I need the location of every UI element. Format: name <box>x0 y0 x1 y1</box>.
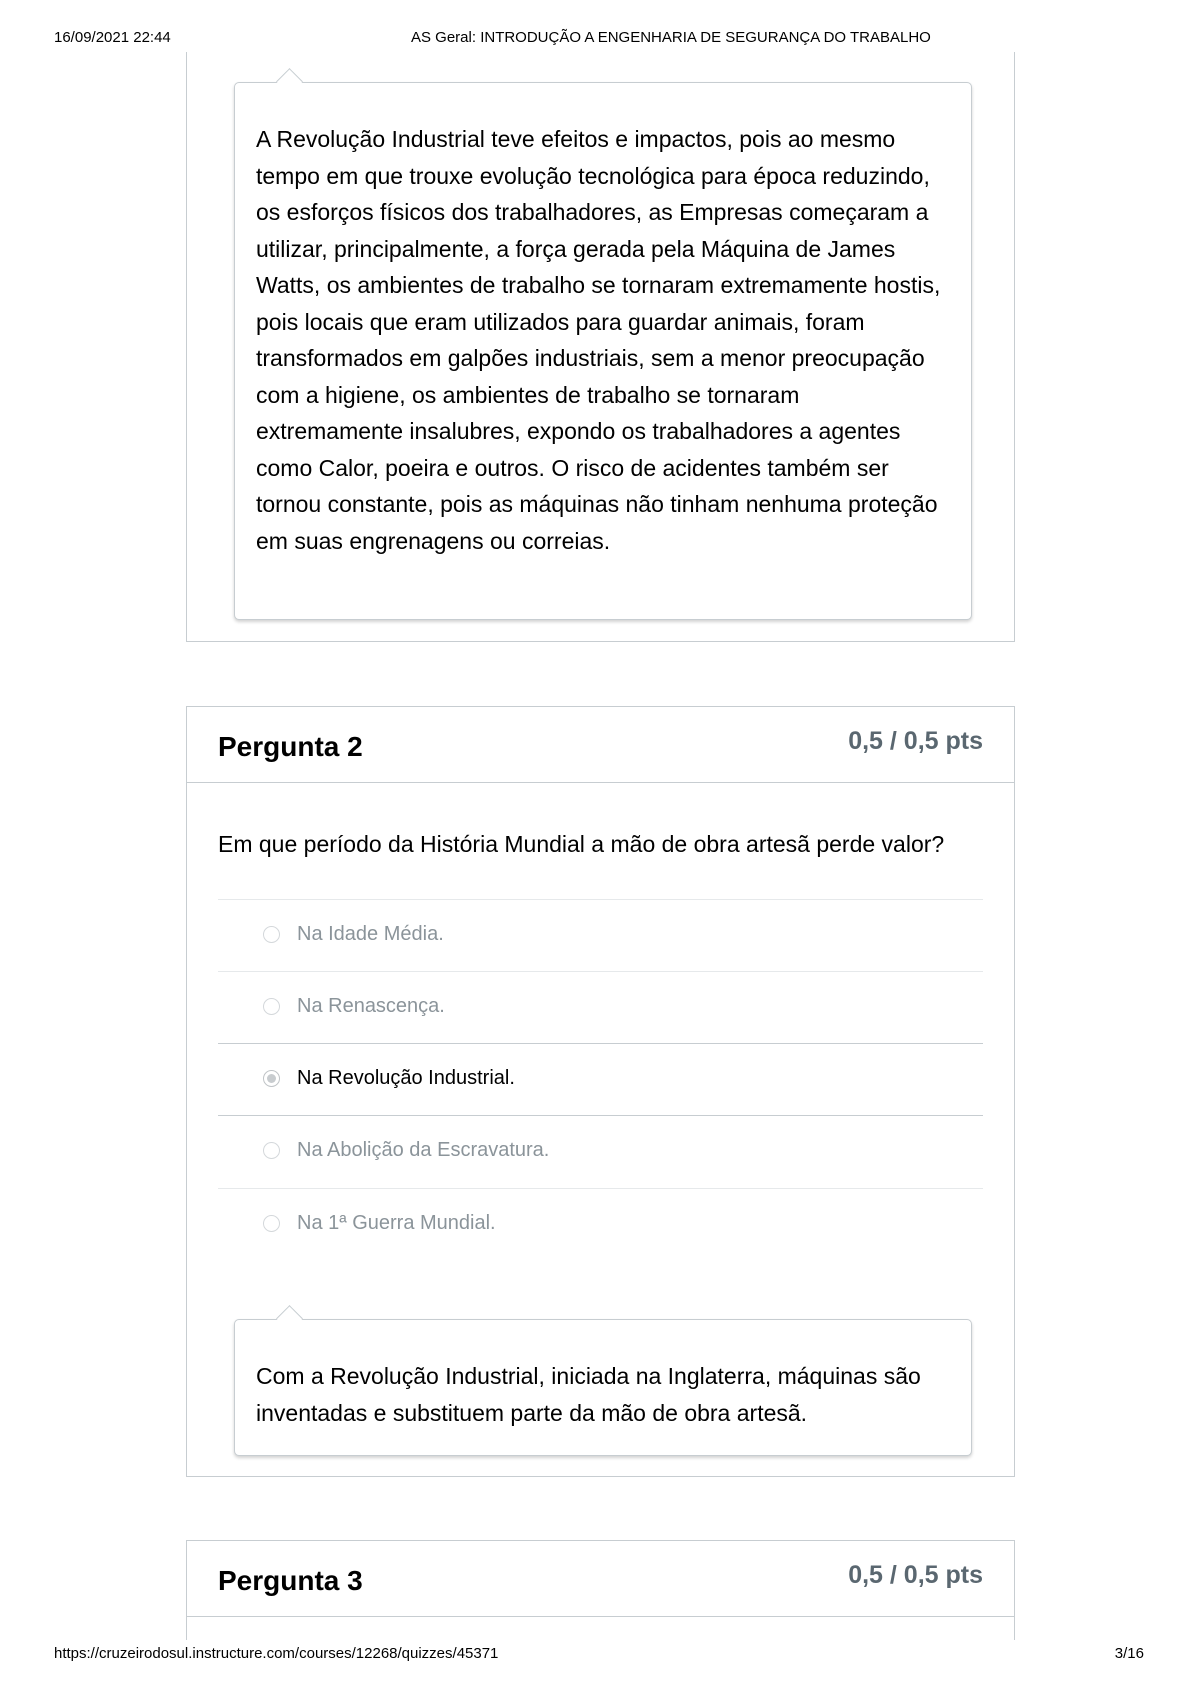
question-card-3 <box>186 1540 1015 1640</box>
print-footer <box>54 1645 1144 1665</box>
question-title: Pergunta 2 <box>218 731 363 762</box>
radio-button-checked-icon[interactable] <box>263 1070 280 1087</box>
answer-comment-text: Com a Revolução Industrial, iniciada na Inglaterra, máquinas são inventadas e substituem parte da mão de obra artesã. <box>256 1363 921 1426</box>
print-header <box>54 29 1144 49</box>
radio-button-icon[interactable] <box>263 998 280 1015</box>
question-points: 0,5 / 0,5 pts <box>848 1561 983 1589</box>
question-header <box>187 1541 1014 1617</box>
print-url: https://cruzeirodosul.instructure.com/courses/12268/quizzes/45371 <box>54 1645 499 1662</box>
question-card-2 <box>186 706 1015 1477</box>
answer-label: Na Revolução Industrial. <box>297 1067 515 1089</box>
answer-label: Na Abolição da Escravatura. <box>297 1139 550 1161</box>
question-text: Em que período da História Mundial a mão de obra artesã perde valor? <box>218 831 945 857</box>
answer-option[interactable] <box>218 971 983 1043</box>
answer-list <box>218 899 983 1260</box>
answer-option[interactable] <box>218 1188 983 1260</box>
question-header <box>187 707 1014 783</box>
answer-label: Na 1ª Guerra Mundial. <box>297 1212 496 1234</box>
answer-comment-box <box>234 1319 972 1456</box>
answer-label: Na Idade Média. <box>297 923 444 945</box>
question-title: Pergunta 3 <box>218 1565 363 1596</box>
page-number: 3/16 <box>1114 1645 1144 1662</box>
answer-comment-text: A Revolução Industrial teve efeitos e impactos, pois ao mesmo tempo em que trouxe evolução tecnológica para época reduzindo, os esforços físicos dos trabalhadores, as Empresas começaram a utilizar, principalmente, a força gerada pela Máquina de James Watts, os ambientes de trabalho se tornaram extremamente hostis, pois locais que eram utilizados para guardar animais, foram transformados em galpões industriais, sem a menor preocupação com a higiene, os ambientes de trabalho se tornaram extremamente insalubres, expondo os trabalhadores a agentes como Calor, poeira e outros. O risco de acidentes também ser tornou constante, pois as máquinas não tinham nenhuma proteção em suas engrenagens ou correias. <box>256 126 941 554</box>
question-points: 0,5 / 0,5 pts <box>848 727 983 755</box>
radio-button-icon[interactable] <box>263 926 280 943</box>
print-datetime: 16/09/2021 22:44 <box>54 29 171 46</box>
radio-button-icon[interactable] <box>263 1215 280 1232</box>
answer-option[interactable] <box>218 899 983 971</box>
answer-option-selected[interactable] <box>218 1043 983 1116</box>
answer-option[interactable] <box>218 1116 983 1188</box>
previous-question-card <box>186 52 1015 642</box>
radio-button-icon[interactable] <box>263 1142 280 1159</box>
answer-label: Na Renascença. <box>297 995 445 1017</box>
print-title: AS Geral: INTRODUÇÃO A ENGENHARIA DE SEGURANÇA DO TRABALHO <box>411 29 931 46</box>
answer-comment-box <box>234 82 972 620</box>
